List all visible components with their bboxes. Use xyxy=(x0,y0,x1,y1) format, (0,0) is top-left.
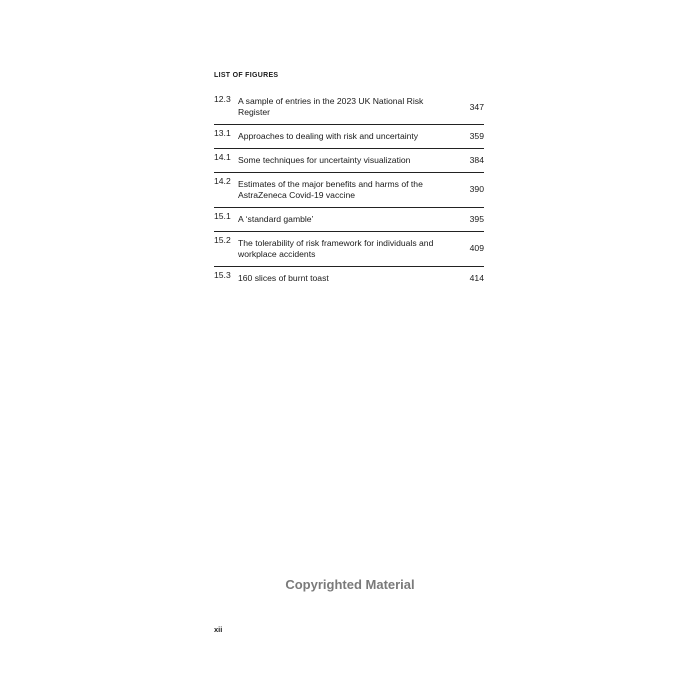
page-number: xii xyxy=(214,625,223,634)
figure-number: 15.2 xyxy=(214,235,231,245)
figure-entry xyxy=(214,267,484,291)
figure-entry xyxy=(214,125,484,149)
figure-entry xyxy=(214,149,484,173)
figure-title: A sample of entries in the 2023 UK National Risk Register xyxy=(238,96,424,117)
figure-page-number: 347 xyxy=(469,101,484,112)
figure-list xyxy=(214,91,484,291)
figure-title: 160 slices of burnt toast xyxy=(238,273,329,283)
figure-title: A ‘standard gamble’ xyxy=(238,213,314,224)
figure-entry xyxy=(214,173,484,208)
figure-number: 12.3 xyxy=(214,94,231,104)
figure-number: 13.1 xyxy=(214,128,231,138)
figure-title: The tolerability of risk framework for individuals and workplace accidents xyxy=(238,237,434,259)
figure-page-number: 414 xyxy=(469,273,484,283)
figure-page-number: 390 xyxy=(469,184,484,194)
figure-title: Approaches to dealing with risk and uncertainty xyxy=(238,130,419,141)
figure-number: 14.1 xyxy=(214,152,231,162)
figure-title: Estimates of the major benefits and harms of the AstraZeneca Covid-19 vaccine xyxy=(238,178,423,200)
figure-page-number: 359 xyxy=(469,130,484,141)
section-heading: LIST OF FIGURES xyxy=(214,72,279,79)
figure-page-number: 384 xyxy=(469,154,484,165)
figure-page-number: 409 xyxy=(469,243,484,253)
figure-entry xyxy=(214,232,484,267)
figure-page-number: 395 xyxy=(469,213,484,224)
figure-number: 15.3 xyxy=(214,270,231,280)
figure-number: 15.1 xyxy=(214,211,231,221)
figure-entry xyxy=(214,208,484,232)
figure-title: Some techniques for uncertainty visualization xyxy=(238,154,411,165)
figure-number: 14.2 xyxy=(214,176,231,186)
copyright-watermark: Copyrighted Material xyxy=(285,577,415,592)
figure-entry xyxy=(214,91,484,125)
